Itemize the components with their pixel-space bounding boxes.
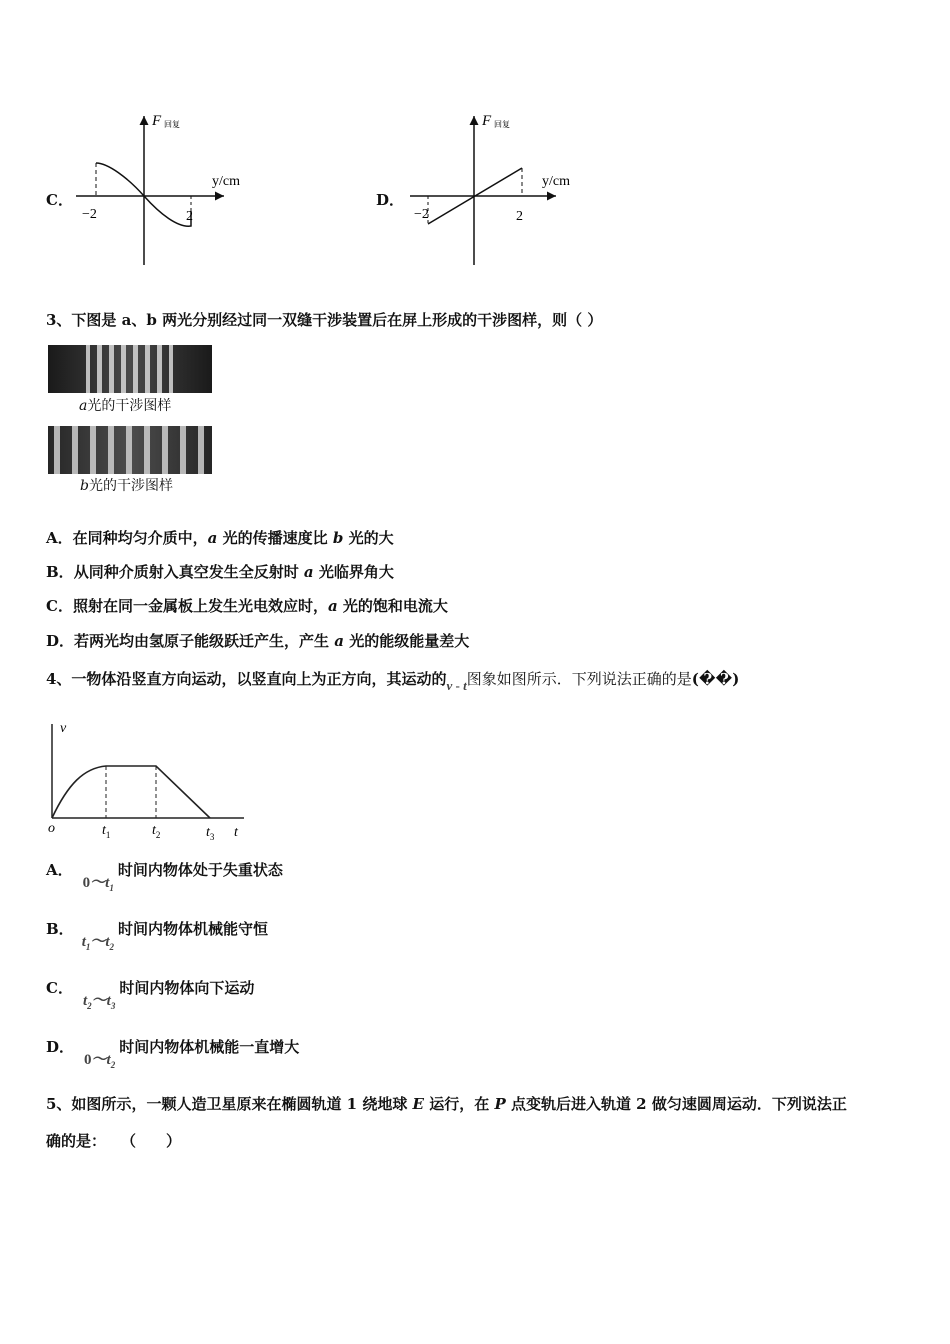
q3-stem: 3、下图是 a、b 两光分别经过同一双缝干涉装置后在屏上形成的干涉图样，则（ ）: [46, 311, 603, 329]
vt-t1-label: $t_1$: [102, 823, 111, 840]
q4-option-c: C．$t_2\sim t_3$时间内物体向下运动: [46, 979, 255, 1011]
vt-y-label: v: [60, 721, 67, 736]
vt-x-label: t: [234, 825, 238, 840]
graph-c: [68, 108, 258, 270]
graph-c-tick-pos: 2: [186, 209, 193, 224]
graph-d-tick-neg: −2: [414, 207, 429, 222]
caption-a: a光的干涉图样: [79, 398, 172, 414]
q4-option-b: B．$t_1\sim t_2$时间内物体机械能守恒: [46, 920, 269, 952]
graph-d-x-label: y/cm: [542, 174, 570, 189]
q3-option-c: C．照射在同一金属板上发生光电效应时，a 光的饱和电流大: [46, 597, 448, 615]
graph-c-y-label: F: [152, 113, 162, 129]
graph-d-tick-pos: 2: [516, 209, 523, 224]
graph-d: [398, 108, 588, 270]
vt-curve: [52, 766, 210, 818]
q5-stem-line2: 确的是： （ ）: [46, 1132, 182, 1150]
vt-t3-label: $t_3$: [206, 825, 215, 842]
q3-option-b: B．从同种介质射入真空发生全反射时 a 光临界角大: [46, 563, 394, 581]
graph-d-y-sub: 回复: [494, 120, 510, 129]
option-c-letter: C．: [46, 191, 73, 209]
q4-stem: 4、一物体沿竖直方向运动，以竖直向上为正方向，其运动的v - t图象如图所示．下列说法正确的是(��): [46, 670, 740, 693]
option-d-letter: D．: [376, 191, 405, 209]
graph-c-x-label: y/cm: [212, 174, 240, 189]
interference-pattern-a: [48, 345, 212, 393]
vt-graph: [40, 716, 252, 844]
q4-option-a: A．$0\sim t_1$时间内物体处于失重状态: [46, 861, 283, 893]
vt-origin-label: o: [48, 821, 55, 836]
q4-option-d: D．$0\sim t_2$时间内物体机械能一直增大: [46, 1038, 300, 1070]
q3-option-d: D．若两光均由氢原子能级跃迁产生，产生 a 光的能级能量差大: [46, 632, 470, 650]
q5-stem-line1: 5、如图所示，一颗人造卫星原来在椭圆轨道 1 绕地球 E 运行，在 P 点变轨后进入轨道 2 做匀速圆周运动．下列说法正: [46, 1095, 847, 1113]
graph-c-y-sub: 回复: [164, 120, 180, 129]
vt-t2-label: $t_2$: [152, 823, 161, 840]
graph-d-y-label: F: [482, 113, 492, 129]
q3-option-a: A．在同种均匀介质中，a 光的传播速度比 b 光的大: [46, 529, 394, 547]
graph-c-tick-neg: −2: [82, 207, 97, 222]
caption-b: b光的干涉图样: [80, 478, 173, 494]
interference-pattern-b: [48, 426, 212, 474]
